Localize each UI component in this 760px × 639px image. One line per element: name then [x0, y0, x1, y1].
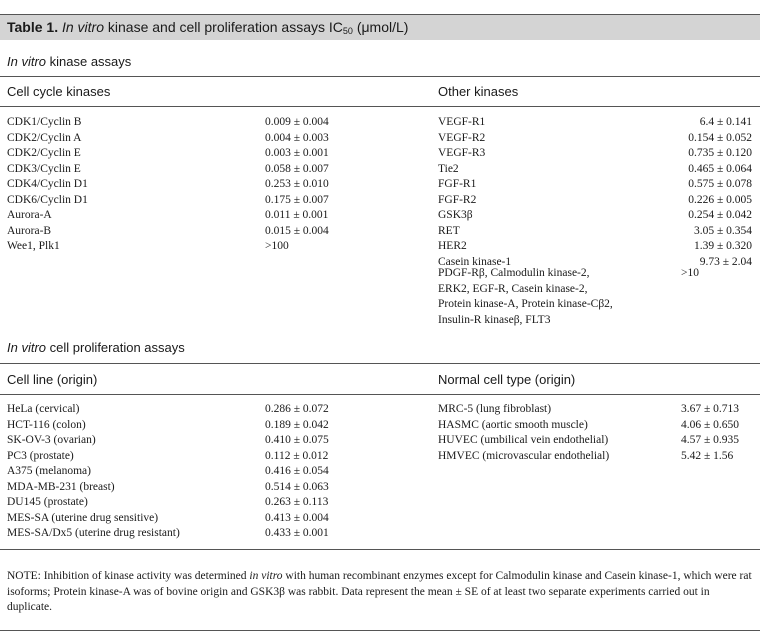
- divider: [0, 394, 760, 395]
- kinase-group-line: PDGF-Rβ, Calmodulin kinase-2,: [438, 267, 590, 279]
- cell-cycle-kinase-names: [7, 115, 88, 255]
- kinase-group-line: Protein kinase-A, Protein kinase-Cβ2,: [438, 298, 613, 310]
- table-note: NOTE: Inhibition of kinase activity was determined in vitro with human recombinant enzymes except for Calmodulin kinase and Casein kinase-1, which were rat isoforms; Protein kinase-A was of bovine origin and GSK3β was rabbit. Data represent the mean ± SE of at least two separate experiments carried out in duplicate.: [7, 570, 752, 613]
- ic50-value: >100: [265, 240, 289, 252]
- cell-line-name: MES-SA/Dx5 (uterine drug resistant): [7, 527, 180, 539]
- ic50-value: 0.263 ± 0.113: [265, 496, 329, 508]
- ic50-value: 6.4 ± 0.141: [699, 116, 752, 128]
- cell-type-name: HASMC (aortic smooth muscle): [438, 418, 588, 431]
- cell-line-name: MES-SA (uterine drug sensitive): [7, 511, 159, 524]
- kinase-name: Casein kinase-1: [438, 255, 512, 268]
- ic50-value: 3.05 ± 0.354: [693, 224, 752, 237]
- divider: [0, 106, 760, 107]
- ic50-value: 3.67 ± 0.713: [681, 403, 740, 415]
- ic50-value: 0.175 ± 0.007: [265, 193, 329, 206]
- cell-line-name: HeLa (cervical): [7, 403, 80, 415]
- kinase-name: VEGF-R1: [438, 116, 486, 128]
- cell-line-name: A375 (melanoma): [7, 465, 91, 477]
- kinase-name: Tie2: [438, 162, 459, 175]
- kinase-name: Aurora-B: [7, 224, 52, 237]
- divider: [0, 549, 760, 550]
- title-text: kinase and cell proliferation assays IC: [107, 19, 343, 35]
- ic50-value: 0.253 ± 0.010: [265, 178, 329, 190]
- ic50-value: 0.154 ± 0.052: [688, 131, 752, 144]
- kinase-name: CDK6/Cyclin D1: [7, 193, 88, 206]
- cell-cycle-kinase-values: [265, 115, 329, 255]
- other-kinase-group-value: >10: [681, 267, 699, 279]
- divider: [0, 76, 760, 77]
- cell-line-header: Cell line (origin): [7, 372, 98, 387]
- ic50-value: 4.06 ± 0.650: [681, 418, 740, 431]
- kinase-name: HER2: [438, 240, 467, 252]
- other-kinase-names: [438, 115, 511, 270]
- ic50-value: 5.42 ± 1.56: [681, 449, 734, 462]
- ic50-value: 0.226 ± 0.005: [688, 193, 752, 206]
- normal-cell-values: [681, 402, 739, 464]
- cell-line-name: DU145 (prostate): [7, 496, 88, 508]
- cell-cycle-kinases-header: Cell cycle kinases: [7, 84, 111, 99]
- kinase-name: Aurora-A: [7, 209, 52, 221]
- ic50-value: 0.575 ± 0.078: [688, 178, 752, 190]
- divider: [0, 630, 760, 631]
- kinase-name: Wee1, Plk1: [7, 240, 60, 252]
- kinase-name: CDK3/Cyclin E: [7, 162, 81, 175]
- ic50-value: 0.286 ± 0.072: [265, 403, 329, 415]
- ic50-value: 0.058 ± 0.007: [265, 162, 329, 175]
- cell-type-name: MRC-5 (lung fibroblast): [438, 403, 552, 415]
- ic50-value: 0.735 ± 0.120: [688, 147, 752, 159]
- ic50-value: 0.514 ± 0.063: [265, 480, 329, 493]
- cell-line-names: [7, 402, 180, 542]
- cell-section-title: In vitro cell proliferation assays: [7, 340, 185, 355]
- kinase-name: GSK3β: [438, 209, 473, 221]
- ic50-value: 0.112 ± 0.012: [265, 449, 329, 462]
- other-kinase-values: [688, 115, 752, 270]
- ic50-value: 0.416 ± 0.054: [265, 465, 329, 477]
- table-title: [7, 19, 408, 36]
- ic50-value: 1.39 ± 0.320: [693, 240, 752, 252]
- cell-line-name: SK-OV-3 (ovarian): [7, 434, 96, 446]
- ic50-value: 0.254 ± 0.042: [688, 209, 752, 221]
- other-kinases-header: Other kinases: [438, 84, 519, 99]
- other-kinase-group-names: [438, 266, 613, 328]
- ic50-value: 4.57 ± 0.935: [681, 434, 740, 446]
- title-subscript: 50: [342, 26, 353, 36]
- normal-cell-names: [438, 402, 609, 464]
- normal-cell-type-header: Normal cell type (origin): [438, 372, 576, 387]
- kinase-name: FGF-R1: [438, 178, 477, 190]
- ic50-value: 0.015 ± 0.004: [265, 224, 329, 237]
- kinase-name: FGF-R2: [438, 193, 477, 206]
- kinase-name: VEGF-R3: [438, 147, 486, 159]
- kinase-name: CDK4/Cyclin D1: [7, 178, 88, 190]
- cell-line-values: [265, 402, 329, 542]
- ic50-value: 0.003 ± 0.001: [265, 147, 329, 159]
- ic50-value: 0.433 ± 0.001: [265, 527, 329, 539]
- ic50-value: 0.413 ± 0.004: [265, 511, 329, 524]
- ic50-value: 0.189 ± 0.042: [265, 418, 329, 431]
- kinase-name: RET: [438, 224, 460, 237]
- table-title-bar: [0, 14, 760, 40]
- title-italic: In vitro: [61, 19, 104, 35]
- kinase-group-line: ERK2, EGF-R, Casein kinase-2,: [438, 282, 588, 295]
- ic50-value: 0.009 ± 0.004: [265, 116, 329, 128]
- ic50-value: 0.465 ± 0.064: [688, 162, 752, 175]
- ic50-value: 0.011 ± 0.001: [265, 209, 329, 221]
- cell-type-name: HMVEC (microvascular endothelial): [438, 449, 610, 462]
- kinase-name: CDK2/Cyclin E: [7, 147, 81, 159]
- cell-line-name: PC3 (prostate): [7, 449, 74, 462]
- kinase-section-title: In vitro kinase assays: [7, 54, 132, 69]
- cell-type-name: HUVEC (umbilical vein endothelial): [438, 434, 609, 446]
- divider: [0, 363, 760, 364]
- ic50-value: 9.73 ± 2.04: [699, 255, 752, 268]
- cell-line-name: HCT-116 (colon): [7, 418, 86, 431]
- kinase-name: CDK2/Cyclin A: [7, 131, 82, 144]
- table-number: Table 1.: [7, 19, 59, 35]
- ic50-value: 0.410 ± 0.075: [265, 434, 329, 446]
- ic50-value: 0.004 ± 0.003: [265, 131, 329, 144]
- kinase-name: CDK1/Cyclin B: [7, 116, 82, 128]
- kinase-name: VEGF-R2: [438, 131, 486, 144]
- kinase-group-line: Insulin-R kinaseβ, FLT3: [438, 313, 551, 326]
- title-unit: (μmol/L): [356, 19, 409, 35]
- cell-line-name: MDA-MB-231 (breast): [7, 480, 115, 493]
